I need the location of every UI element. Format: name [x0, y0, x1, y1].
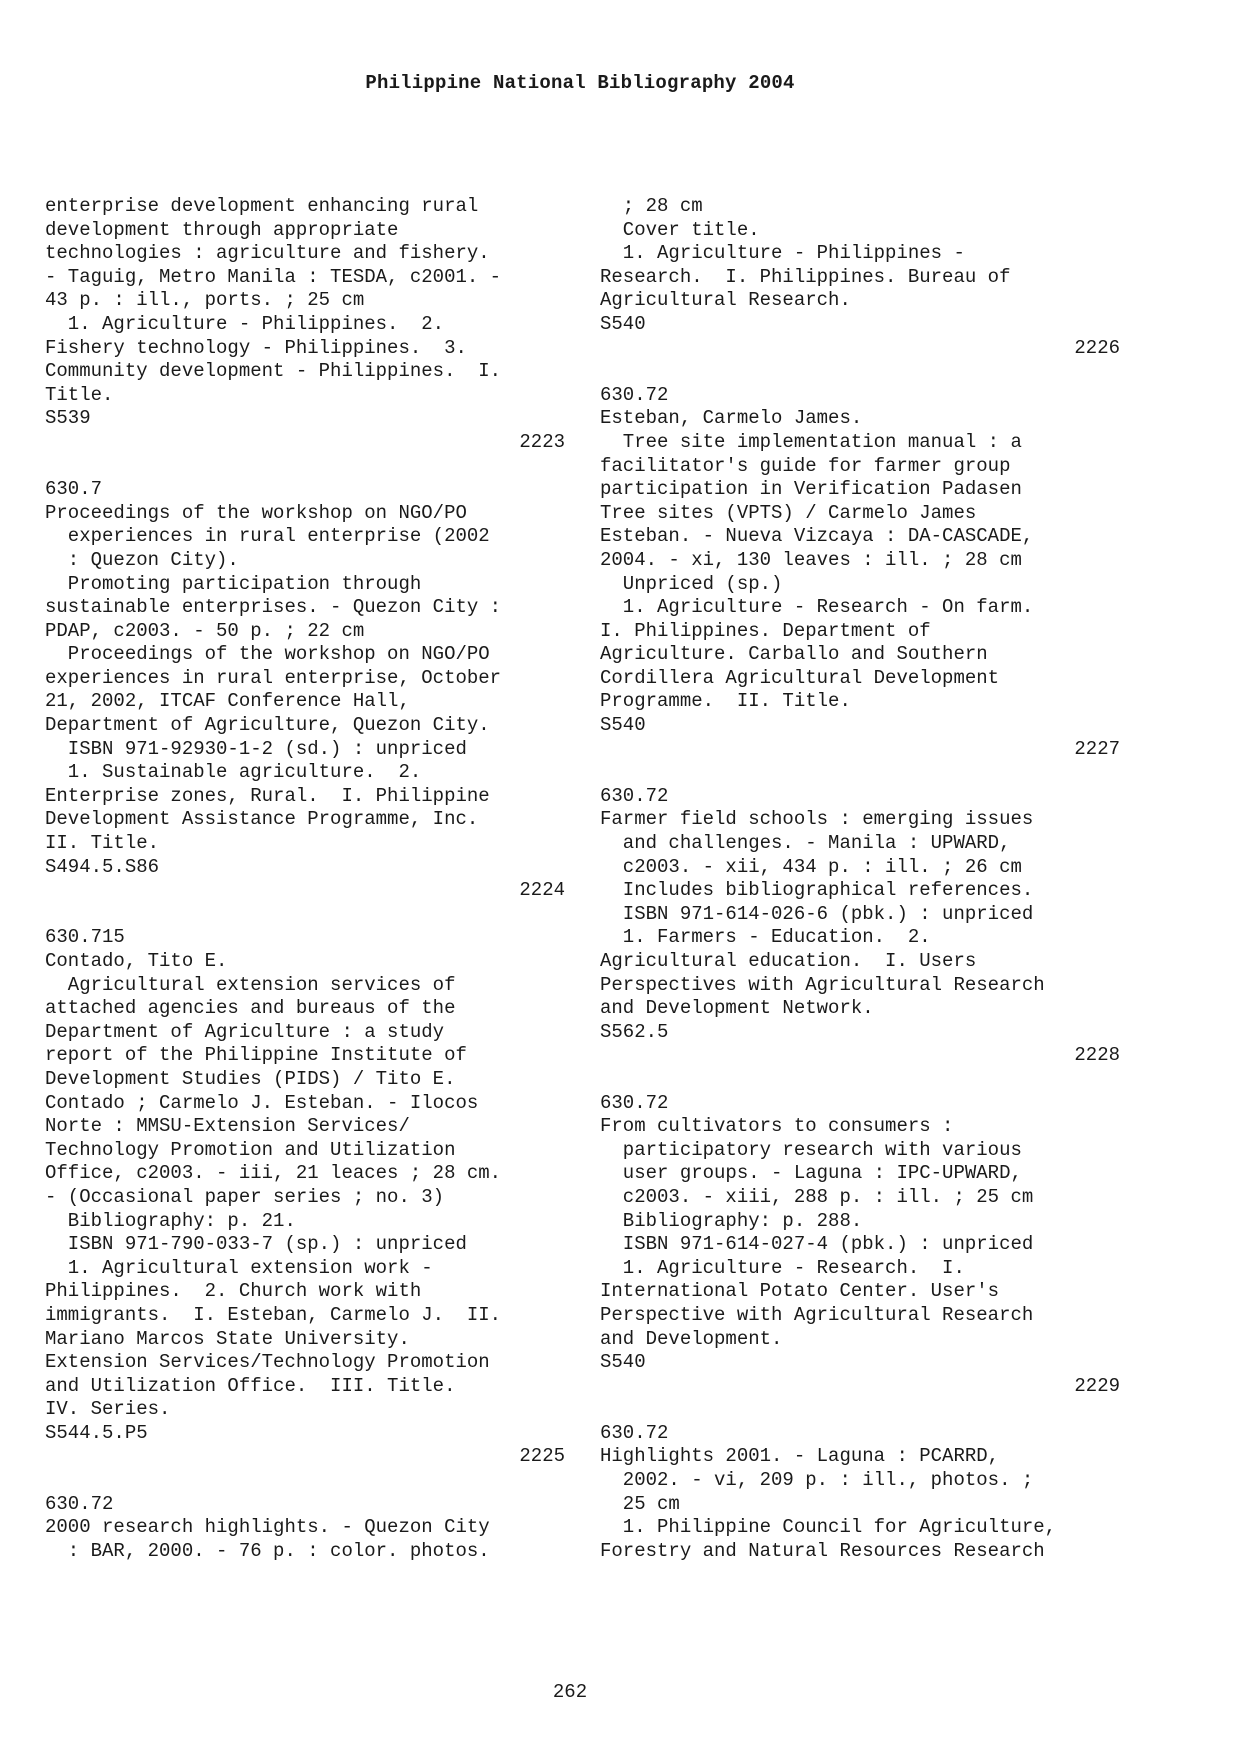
text-line: Farmer field schools : emerging issues: [600, 808, 1034, 831]
text-line: ISBN 971-614-026-6 (pbk.) : unpriced: [600, 902, 1034, 925]
page-title: Philippine National Bibliography 2004: [365, 72, 795, 94]
text-line: 43 p. : ill., ports. ; 25 cm: [45, 289, 365, 312]
text-line: Promoting participation through: [45, 572, 422, 595]
entry-number: 2228: [1074, 1044, 1120, 1067]
entry-number: 2224: [519, 879, 565, 902]
text-line: S562.5: [600, 1020, 669, 1043]
text-line: 630.72: [45, 1492, 114, 1515]
text-line: PDAP, c2003. - 50 p. ; 22 cm: [45, 619, 365, 642]
text-line: 1. Agriculture - Philippines -: [600, 242, 965, 265]
text-line: Forestry and Natural Resources Research: [600, 1539, 1045, 1562]
text-line: ISBN 971-92930-1-2 (sd.) : unpriced: [45, 737, 467, 760]
text-line: Cordillera Agricultural Development: [600, 666, 1000, 689]
text-line: Agricultural Research.: [600, 289, 851, 312]
text-line: Bibliography: p. 21.: [45, 1209, 296, 1232]
text-line: 1. Farmers - Education. 2.: [600, 926, 931, 949]
text-line: I. Philippines. Department of: [600, 619, 931, 642]
text-line: ; 28 cm: [600, 195, 703, 217]
text-line: Department of Agriculture, Quezon City.: [45, 714, 490, 737]
page-number: 262: [552, 1681, 588, 1703]
text-line: Programme. II. Title.: [600, 690, 851, 713]
text-line: Department of Agriculture : a study: [45, 1020, 445, 1043]
text-line: S540: [600, 714, 646, 737]
text-line: Perspective with Agricultural Research: [600, 1303, 1034, 1326]
text-line: [600, 1398, 1120, 1422]
text-line: Title.: [45, 383, 114, 406]
text-line: S494.5.S86: [45, 855, 160, 878]
left-column: [45, 195, 565, 1563]
text-line: [600, 761, 1120, 785]
text-line: 25 cm: [600, 1492, 680, 1515]
text-line: 630.72: [600, 383, 669, 406]
text-line: participation in Verification Padasen: [600, 478, 1022, 501]
text-line: Enterprise zones, Rural. I. Philippine: [45, 784, 490, 807]
text-line: Development Assistance Programme, Inc.: [45, 808, 479, 831]
text-line: - Taguig, Metro Manila : TESDA, c2001. -: [45, 265, 502, 288]
text-line: Tree site implementation manual : a: [600, 430, 1022, 453]
text-line: and challenges. - Manila : UPWARD,: [600, 832, 1011, 855]
text-line: IV. Series.: [45, 1398, 171, 1421]
text-line: 2002. - vi, 209 p. : ill., photos. ;: [600, 1469, 1034, 1492]
text-line: and Utilization Office. III. Title.: [45, 1374, 456, 1397]
text-line: 630.7: [45, 478, 103, 501]
text-line: [45, 1469, 565, 1493]
text-line: Cover title.: [600, 218, 760, 241]
text-line: enterprise development enhancing rural: [45, 195, 479, 217]
text-line: Extension Services/Technology Promotion: [45, 1351, 490, 1374]
entry-number: 2229: [1074, 1374, 1120, 1397]
text-line: [600, 360, 1120, 384]
text-line: Esteban, Carmelo James.: [600, 407, 863, 430]
text-line: - (Occasional paper series ; no. 3): [45, 1185, 445, 1208]
entry-number: 2225: [519, 1445, 565, 1468]
text-line: Contado ; Carmelo J. Esteban. - Ilocos: [45, 1091, 479, 1114]
text-line: 630.715: [45, 926, 125, 949]
text-line: sustainable enterprises. - Quezon City :: [45, 596, 502, 619]
text-line: experiences in rural enterprise (2002: [45, 525, 490, 548]
text-line: 1. Agriculture - Philippines. 2.: [45, 312, 445, 335]
text-line: 630.72: [600, 1091, 669, 1114]
text-line: International Potato Center. User's: [600, 1280, 1000, 1303]
text-line: Agriculture. Carballo and Southern: [600, 643, 988, 666]
text-line: c2003. - xii, 434 p. : ill. ; 26 cm: [600, 855, 1022, 878]
text-line: [45, 903, 565, 927]
text-line: : Quezon City).: [45, 548, 239, 571]
text-line: and Development.: [600, 1327, 783, 1350]
text-line: Mariano Marcos State University.: [45, 1327, 410, 1350]
text-line: 630.72: [600, 1421, 669, 1444]
text-line: 630.72: [600, 784, 669, 807]
text-line: : BAR, 2000. - 76 p. : color. photos.: [45, 1539, 490, 1562]
text-line: and Development Network.: [600, 997, 874, 1020]
text-line: Norte : MMSU-Extension Services/: [45, 1115, 410, 1138]
text-line: [45, 455, 565, 479]
text-line: 1. Philippine Council for Agriculture,: [600, 1516, 1057, 1539]
text-line: Research. I. Philippines. Bureau of: [600, 265, 1011, 288]
text-line: From cultivators to consumers :: [600, 1115, 954, 1138]
text-line: immigrants. I. Esteban, Carmelo J. II.: [45, 1303, 502, 1326]
text-line: 21, 2002, ITCAF Conference Hall,: [45, 690, 410, 713]
entry-number: 2226: [1074, 336, 1120, 359]
text-line: Tree sites (VPTS) / Carmelo James: [600, 501, 977, 524]
text-line: Contado, Tito E.: [45, 950, 228, 972]
text-line: development through appropriate: [45, 218, 399, 241]
text-line: 1. Sustainable agriculture. 2.: [45, 761, 422, 784]
entry-number: 2227: [1074, 737, 1120, 760]
text-line: 2000 research highlights. - Quezon City: [45, 1516, 490, 1539]
text-line: 2004. - xi, 130 leaves : ill. ; 28 cm: [600, 548, 1022, 571]
text-line: c2003. - xiii, 288 p. : ill. ; 25 cm: [600, 1185, 1034, 1208]
text-line: Unpriced (sp.): [600, 572, 783, 595]
right-column: [600, 195, 1120, 1563]
text-line: Community development - Philippines. I.: [45, 360, 502, 383]
text-line: participatory research with various: [600, 1138, 1022, 1161]
text-line: 1. Agriculture - Research - On farm.: [600, 596, 1034, 619]
text-line: S544.5.P5: [45, 1421, 148, 1444]
text-line: S539: [45, 407, 91, 430]
entry-number: 2223: [519, 430, 565, 453]
text-line: Perspectives with Agricultural Research: [600, 973, 1045, 996]
text-line: technologies : agriculture and fishery.: [45, 242, 490, 265]
text-line: S540: [600, 1351, 646, 1374]
text-line: ISBN 971-790-033-7 (sp.) : unpriced: [45, 1233, 467, 1256]
text-line: Highlights 2001. - Laguna : PCARRD,: [600, 1445, 1000, 1468]
text-line: Proceedings of the workshop on NGO/PO: [45, 501, 467, 524]
text-line: Development Studies (PIDS) / Tito E.: [45, 1067, 456, 1090]
text-line: [600, 1068, 1120, 1092]
text-line: user groups. - Laguna : IPC-UPWARD,: [600, 1162, 1022, 1185]
text-line: facilitator's guide for farmer group: [600, 454, 1011, 477]
text-line: Philippines. 2. Church work with: [45, 1280, 422, 1303]
text-line: II. Title.: [45, 832, 160, 855]
text-line: Technology Promotion and Utilization: [45, 1138, 456, 1161]
text-line: Office, c2003. - iii, 21 leaces ; 28 cm.: [45, 1162, 502, 1185]
text-line: Proceedings of the workshop on NGO/PO: [45, 643, 490, 666]
text-line: ISBN 971-614-027-4 (pbk.) : unpriced: [600, 1233, 1034, 1256]
text-line: 1. Agricultural extension work -: [45, 1256, 433, 1279]
text-line: Esteban. - Nueva Vizcaya : DA-CASCADE,: [600, 525, 1034, 548]
text-line: report of the Philippine Institute of: [45, 1044, 467, 1067]
text-line: Fishery technology - Philippines. 3.: [45, 336, 467, 359]
text-line: 1. Agriculture - Research. I.: [600, 1256, 965, 1279]
text-line: experiences in rural enterprise, October: [45, 666, 502, 689]
text-line: Agricultural extension services of: [45, 973, 456, 996]
text-line: Agricultural education. I. Users: [600, 950, 977, 972]
text-line: Bibliography: p. 288.: [600, 1209, 863, 1232]
text-line: Includes bibliographical references.: [600, 879, 1034, 902]
text-line: attached agencies and bureaus of the: [45, 997, 456, 1020]
text-line: S540: [600, 312, 646, 335]
